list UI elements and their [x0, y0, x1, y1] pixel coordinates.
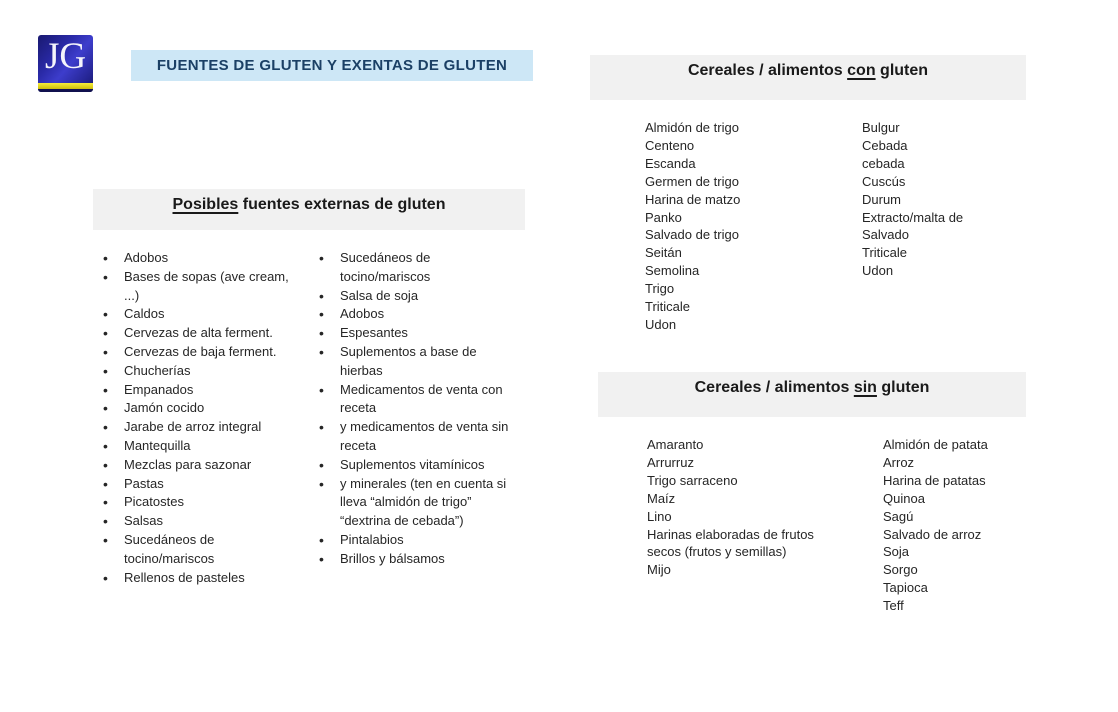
sin-gluten-item: secos (frutos y semillas) [647, 544, 787, 560]
header-text-pre: Cereales / alimentos [687, 62, 848, 79]
posibles-item: • Jarabe de arroz integral [98, 418, 306, 437]
con-gluten-list-col2 [862, 119, 1032, 280]
posibles-item: • Adobos [314, 305, 514, 324]
posibles-item: • Mezclas para sazonar [98, 456, 306, 475]
posibles-item: • y minerales (ten en cuenta si lleva “almidón de trigo” “dextrina de cebada”) [314, 475, 514, 531]
posibles-item: • Cervezas de alta ferment. [98, 324, 306, 343]
sin-gluten-item: Amaranto [647, 437, 704, 452]
posibles-item: • Adobos [98, 249, 306, 268]
sin-gluten-list-col1 [647, 436, 883, 579]
posibles-item: • Salsas [98, 512, 306, 531]
posibles-list-col2 [314, 249, 514, 569]
con-gluten-item: Triticale [645, 299, 691, 315]
sin-gluten-item: Lino [647, 508, 672, 524]
con-gluten-item: cebada [862, 155, 905, 171]
con-gluten-item: Triticale [862, 245, 908, 261]
posibles-item: • y medicamentos de venta sin receta [314, 418, 514, 456]
con-gluten-item: Germen de trigo [645, 173, 739, 189]
sin-gluten-item: Soja [883, 544, 910, 560]
posibles-item: • Bases de sopas (ave cream, ...) [98, 268, 306, 306]
con-gluten-item: Salvado de trigo [645, 227, 739, 243]
con-gluten-item: Panko [645, 209, 682, 225]
header-underlined-word: con [847, 62, 876, 79]
sin-gluten-item: Tapioca [883, 580, 928, 596]
posibles-item: • Suplementos a base de hierbas [314, 343, 514, 381]
sin-gluten-item: Harina de patatas [883, 472, 986, 488]
con-gluten-item: Durum [862, 191, 902, 207]
sin-gluten-item: Salvado de arroz [883, 526, 982, 542]
sin-gluten-item: Almidón de patata [883, 437, 988, 452]
con-gluten-item: Semolina [645, 263, 700, 279]
posibles-item: • Jamón cocido [98, 399, 306, 418]
posibles-item: • Sucedáneos de tocino/mariscos [314, 249, 514, 287]
con-gluten-list-col1 [645, 119, 855, 334]
section-header-con-gluten [590, 55, 1026, 100]
sin-gluten-item: Teff [883, 598, 904, 614]
con-gluten-item: Cebada [862, 137, 908, 153]
posibles-item: • Rellenos de pasteles [98, 569, 306, 588]
posibles-item: • Salsa de soja [314, 287, 514, 306]
con-gluten-item: Udon [862, 263, 894, 279]
posibles-item: • Picatostes [98, 493, 306, 512]
con-gluten-item: Almidón de trigo [645, 120, 739, 135]
jg-logo [38, 35, 93, 92]
posibles-item: • Empanados [98, 381, 306, 400]
sin-gluten-item: Sagú [883, 508, 914, 524]
posibles-item: • Pastas [98, 475, 306, 494]
sin-gluten-item: Quinoa [883, 490, 925, 506]
posibles-item: • Sucedáneos de tocino/mariscos [98, 531, 306, 569]
con-gluten-item: Salvado [862, 227, 909, 243]
header-underlined-word: sin [853, 379, 877, 396]
posibles-list-col1 [98, 249, 306, 587]
sin-gluten-item: Maíz [647, 490, 676, 506]
section-header-posibles-fuentes [93, 189, 525, 230]
header-text-post: gluten [875, 62, 929, 79]
con-gluten-item: Centeno [645, 137, 695, 153]
sin-gluten-list-col2 [883, 436, 1053, 615]
jg-logo-base-stripe [38, 89, 93, 92]
page-title: FUENTES DE GLUTEN Y EXENTAS DE GLUTEN [131, 50, 533, 81]
con-gluten-item: Cuscús [862, 173, 906, 189]
jg-logo-letters: JG [44, 36, 87, 77]
sin-gluten-item: Harinas elaboradas de frutos [647, 526, 814, 542]
sin-gluten-item: Trigo sarraceno [647, 472, 738, 488]
con-gluten-item: Harina de matzo [645, 191, 741, 207]
posibles-item: • Caldos [98, 305, 306, 324]
posibles-item: • Mantequilla [98, 437, 306, 456]
posibles-item: • Chucherías [98, 362, 306, 381]
con-gluten-item: Seitán [645, 245, 682, 261]
section-header-sin-gluten [598, 372, 1026, 417]
con-gluten-item: Escanda [645, 155, 696, 171]
header-text-post: gluten [876, 379, 930, 396]
posibles-item: • Suplementos vitamínicos [314, 456, 514, 475]
posibles-item: • Pintalabios [314, 531, 514, 550]
posibles-item: • Brillos y bálsamos [314, 550, 514, 569]
con-gluten-item: Udon [645, 316, 677, 332]
posibles-item: • Cervezas de baja ferment. [98, 343, 306, 362]
sin-gluten-item: Arrurruz [647, 454, 694, 470]
con-gluten-item: Trigo [645, 281, 675, 297]
con-gluten-item: Bulgur [862, 120, 900, 135]
header-underlined-word: Posibles [172, 196, 239, 213]
sin-gluten-item: Mijo [647, 562, 671, 578]
posibles-item: • Espesantes [314, 324, 514, 343]
con-gluten-item: Extracto/malta de [862, 209, 964, 225]
posibles-item: • Medicamentos de venta con receta [314, 381, 514, 419]
header-text-post: fuentes externas de gluten [238, 196, 446, 213]
sin-gluten-item: Arroz [883, 454, 915, 470]
sin-gluten-item: Sorgo [883, 562, 918, 578]
header-text-pre: Cereales / alimentos [694, 379, 854, 396]
